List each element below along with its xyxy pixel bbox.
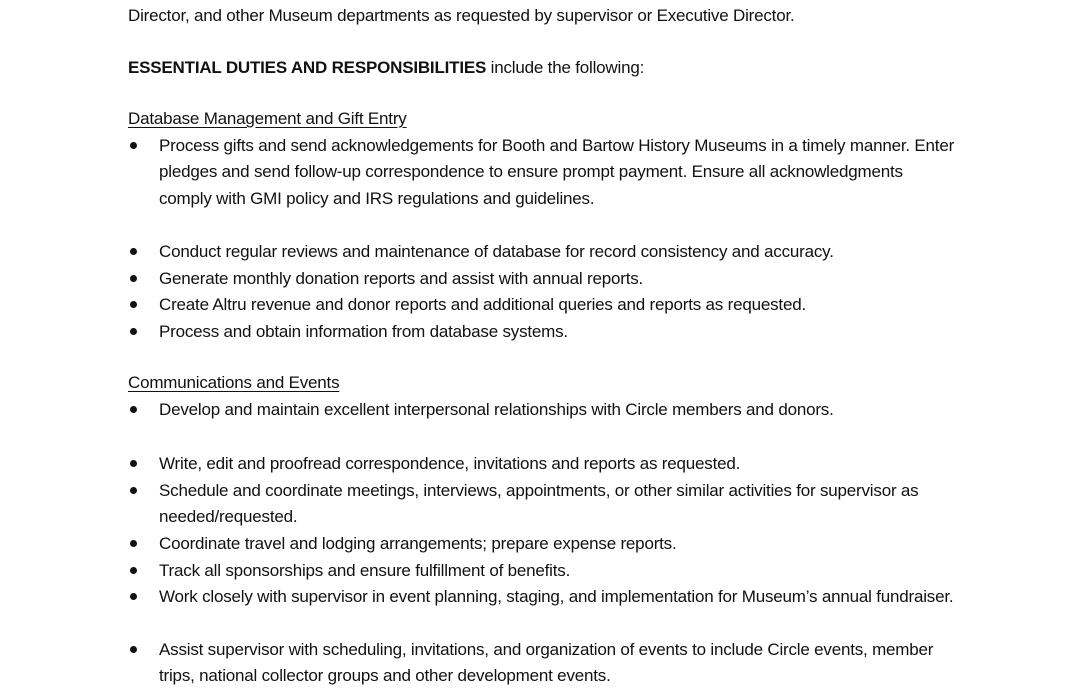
list-item-text: Schedule and coordinate meetings, interviews, appointments, or other similar activities for supervisor as needed/requested. — [159, 481, 919, 527]
bullet-icon — [130, 540, 137, 547]
list-item-text: Develop and maintain excellent interpersonal relationships with Circle members and donors. — [159, 400, 834, 419]
list-item-text: Process and obtain information from database systems. — [159, 322, 568, 341]
list-item-text: Create Altru revenue and donor reports and additional queries and reports as requested. — [159, 295, 806, 314]
bullet-icon — [130, 406, 137, 413]
duties-heading — [128, 57, 644, 79]
bullet-icon — [130, 248, 137, 255]
list-item-text: Track all sponsorships and ensure fulfillment of benefits. — [159, 561, 571, 580]
duties-heading-rest: include the following: — [486, 58, 645, 77]
list-item-text: Coordinate travel and lodging arrangements; prepare expense reports. — [159, 534, 677, 553]
section-heading-communications: Communications and Events — [128, 373, 340, 392]
intro-line: Director, and other Museum departments as requested by supervisor or Executive Director. — [128, 6, 795, 25]
duties-heading-bold: ESSENTIAL DUTIES AND RESPONSIBILITIES — [128, 58, 487, 77]
list-item-text: Conduct regular reviews and maintenance of database for record consistency and accuracy. — [159, 242, 834, 261]
list-item-text: Work closely with supervisor in event planning, staging, and implementation for Museum’s annual fundraiser. — [159, 587, 954, 606]
section-heading-database: Database Management and Gift Entry — [128, 109, 407, 128]
bullet-icon — [130, 275, 137, 282]
bullet-icon — [130, 301, 137, 308]
bullet-icon — [130, 328, 137, 335]
bullet-icon — [130, 646, 137, 653]
bullet-icon — [130, 487, 137, 494]
bullet-icon — [130, 593, 137, 600]
list-item-text: Assist supervisor with scheduling, invitations, and organization of events to include Circle events, member trips, national collector groups and other development events. — [159, 640, 934, 686]
list-item-text: Generate monthly donation reports and assist with annual reports. — [159, 269, 644, 288]
bullet-icon — [130, 460, 137, 467]
list-item-text: Write, edit and proofread correspondence, invitations and reports as requested. — [159, 454, 741, 473]
bullet-icon — [130, 142, 137, 149]
bullet-icon — [130, 567, 137, 574]
list-item-text: Process gifts and send acknowledgements for Booth and Bartow History Museums in a timely manner. Enter pledges and send follow-up correspondence to ensure prompt payment. Ensure all acknowledgments comply with GMI policy and IRS regulations and guidelines. — [159, 136, 955, 208]
